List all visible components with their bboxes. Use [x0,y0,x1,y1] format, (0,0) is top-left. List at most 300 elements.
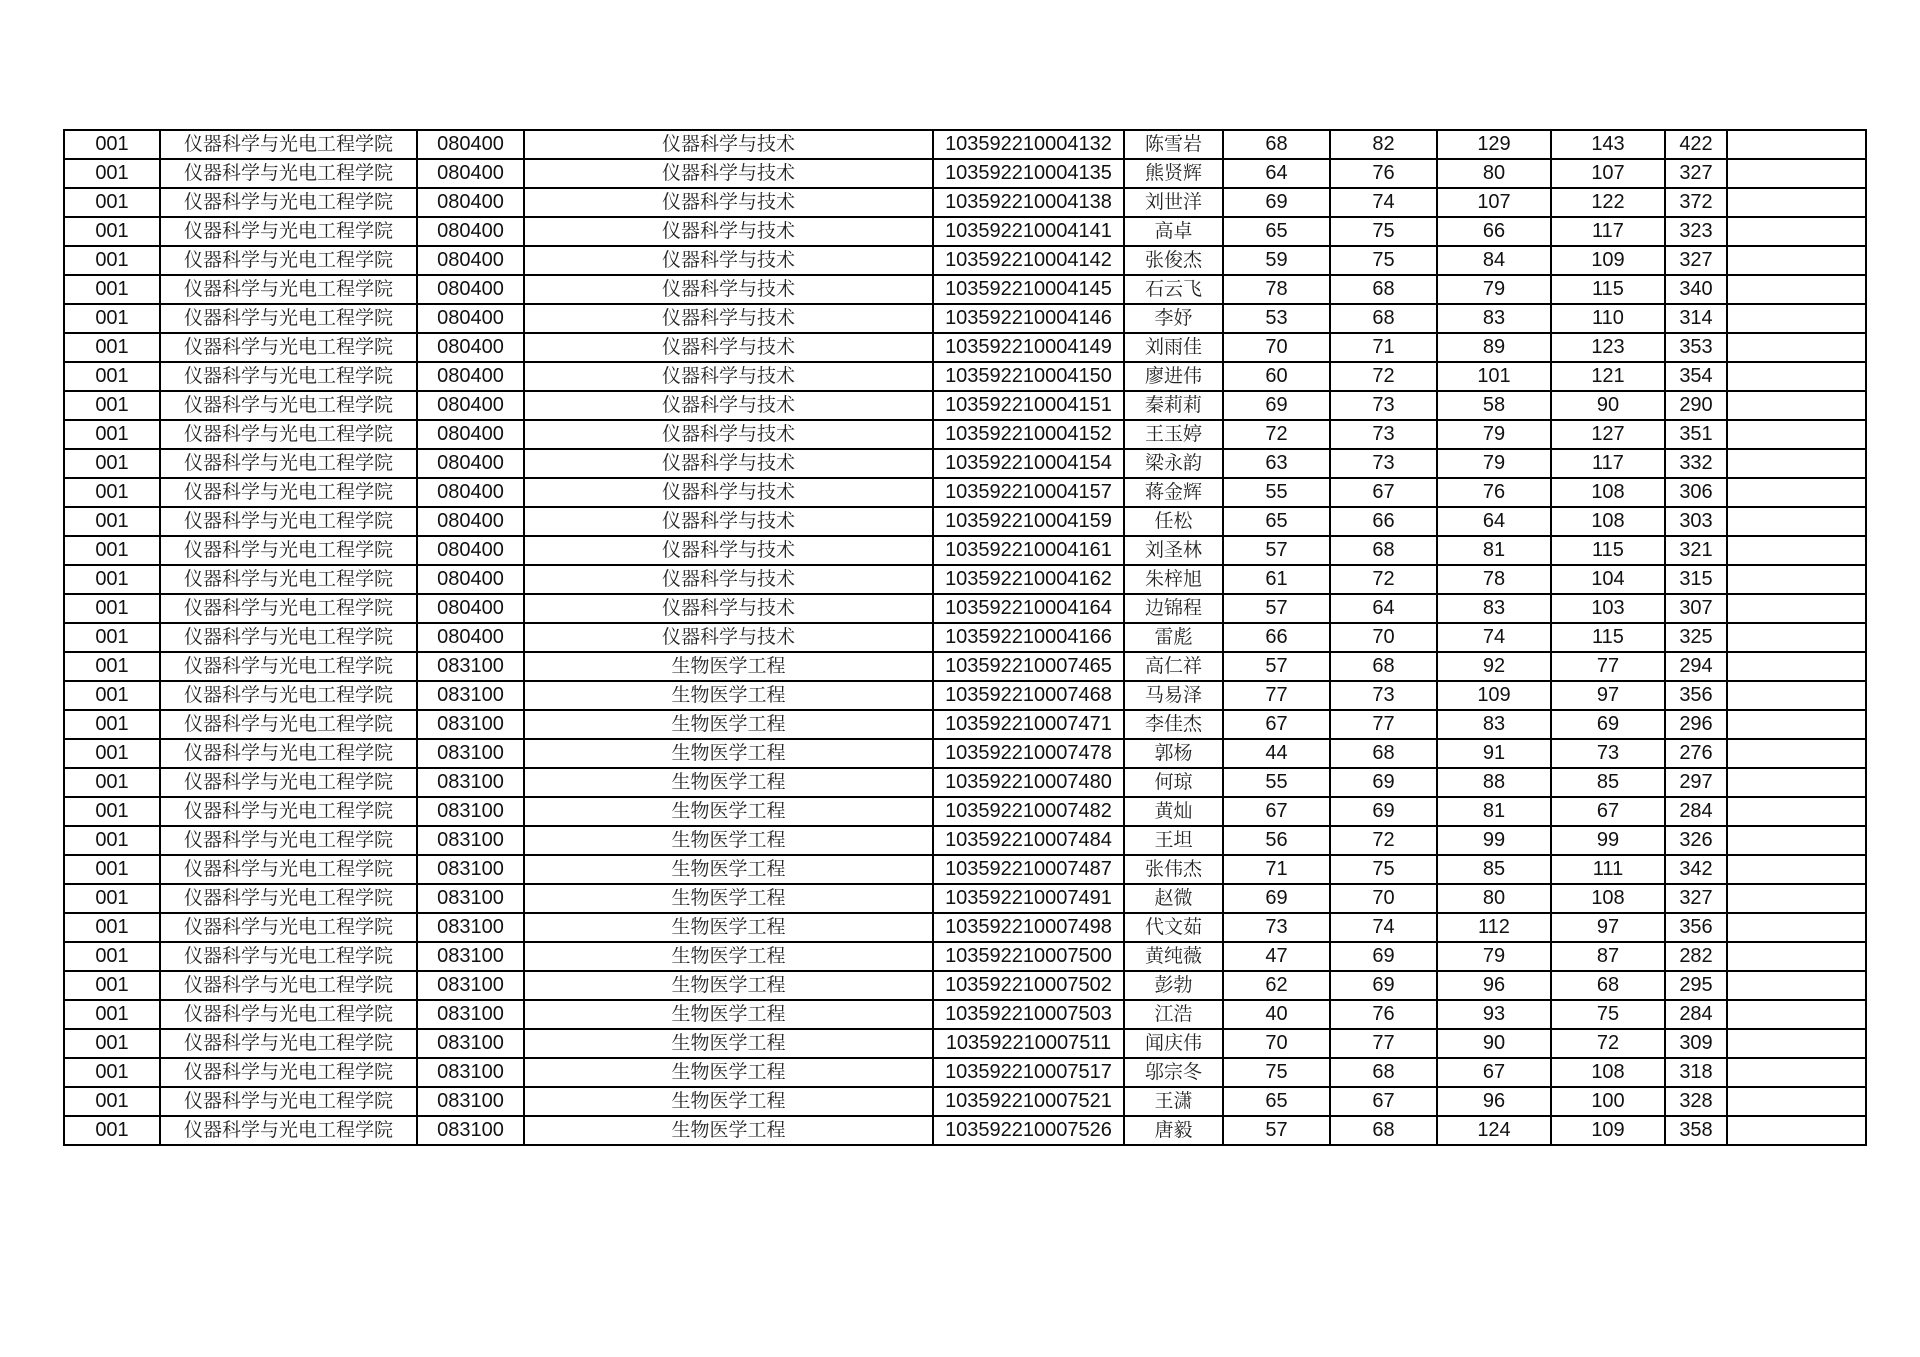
major-name-cell: 仪器科学与技术 [524,623,933,652]
unit-code-cell: 001 [64,768,160,797]
table-body [64,130,1866,1145]
name-cell: 代文茹 [1124,913,1223,942]
foreign-language-score-cell: 73 [1330,681,1437,710]
total-score-cell: 356 [1665,913,1727,942]
exam-id-cell: 103592210007465 [933,652,1124,681]
subject2-score-cell: 90 [1551,391,1665,420]
major-code-cell: 083100 [417,884,524,913]
table-row [64,855,1866,884]
subject2-score-cell: 85 [1551,768,1665,797]
name-cell: 王潇 [1124,1087,1223,1116]
table-row [64,681,1866,710]
major-code-cell: 083100 [417,710,524,739]
college-cell: 仪器科学与光电工程学院 [160,362,417,391]
remark-cell [1727,971,1866,1000]
exam-id-cell: 103592210007526 [933,1116,1124,1145]
subject2-score-cell: 108 [1551,478,1665,507]
remark-cell [1727,710,1866,739]
subject1-score-cell: 84 [1437,246,1551,275]
unit-code-cell: 001 [64,478,160,507]
name-cell: 廖进伟 [1124,362,1223,391]
unit-code-cell: 001 [64,594,160,623]
subject2-score-cell: 107 [1551,159,1665,188]
politics-score-cell: 44 [1223,739,1330,768]
politics-score-cell: 59 [1223,246,1330,275]
subject2-score-cell: 109 [1551,1116,1665,1145]
politics-score-cell: 69 [1223,391,1330,420]
major-code-cell: 083100 [417,797,524,826]
politics-score-cell: 71 [1223,855,1330,884]
name-cell: 石云飞 [1124,275,1223,304]
exam-id-cell: 103592210007511 [933,1029,1124,1058]
foreign-language-score-cell: 75 [1330,855,1437,884]
subject2-score-cell: 100 [1551,1087,1665,1116]
name-cell: 邬宗冬 [1124,1058,1223,1087]
politics-score-cell: 57 [1223,536,1330,565]
politics-score-cell: 70 [1223,333,1330,362]
major-name-cell: 仪器科学与技术 [524,478,933,507]
foreign-language-score-cell: 69 [1330,797,1437,826]
major-code-cell: 080400 [417,362,524,391]
politics-score-cell: 40 [1223,1000,1330,1029]
table-row [64,188,1866,217]
foreign-language-score-cell: 72 [1330,826,1437,855]
total-score-cell: 327 [1665,246,1727,275]
major-name-cell: 仪器科学与技术 [524,333,933,362]
total-score-cell: 353 [1665,333,1727,362]
foreign-language-score-cell: 66 [1330,507,1437,536]
subject1-score-cell: 129 [1437,130,1551,159]
subject1-score-cell: 112 [1437,913,1551,942]
total-score-cell: 284 [1665,797,1727,826]
unit-code-cell: 001 [64,710,160,739]
college-cell: 仪器科学与光电工程学院 [160,623,417,652]
major-code-cell: 080400 [417,130,524,159]
table-row [64,449,1866,478]
unit-code-cell: 001 [64,536,160,565]
foreign-language-score-cell: 68 [1330,739,1437,768]
major-code-cell: 083100 [417,1029,524,1058]
subject2-score-cell: 108 [1551,507,1665,536]
subject2-score-cell: 122 [1551,188,1665,217]
foreign-language-score-cell: 68 [1330,1116,1437,1145]
subject1-score-cell: 85 [1437,855,1551,884]
remark-cell [1727,333,1866,362]
foreign-language-score-cell: 72 [1330,362,1437,391]
politics-score-cell: 60 [1223,362,1330,391]
subject1-score-cell: 124 [1437,1116,1551,1145]
exam-id-cell: 103592210004141 [933,217,1124,246]
foreign-language-score-cell: 68 [1330,275,1437,304]
name-cell: 刘世洋 [1124,188,1223,217]
total-score-cell: 306 [1665,478,1727,507]
name-cell: 高卓 [1124,217,1223,246]
unit-code-cell: 001 [64,913,160,942]
remark-cell [1727,1058,1866,1087]
college-cell: 仪器科学与光电工程学院 [160,1000,417,1029]
name-cell: 何琼 [1124,768,1223,797]
major-name-cell: 生物医学工程 [524,1000,933,1029]
college-cell: 仪器科学与光电工程学院 [160,942,417,971]
total-score-cell: 284 [1665,1000,1727,1029]
subject1-score-cell: 107 [1437,188,1551,217]
politics-score-cell: 77 [1223,681,1330,710]
total-score-cell: 294 [1665,652,1727,681]
unit-code-cell: 001 [64,797,160,826]
major-code-cell: 080400 [417,449,524,478]
major-code-cell: 083100 [417,1000,524,1029]
remark-cell [1727,246,1866,275]
remark-cell [1727,217,1866,246]
college-cell: 仪器科学与光电工程学院 [160,246,417,275]
table-row [64,507,1866,536]
major-name-cell: 仪器科学与技术 [524,246,933,275]
name-cell: 张俊杰 [1124,246,1223,275]
foreign-language-score-cell: 68 [1330,1058,1437,1087]
table-row [64,304,1866,333]
total-score-cell: 342 [1665,855,1727,884]
subject1-score-cell: 79 [1437,942,1551,971]
unit-code-cell: 001 [64,565,160,594]
subject1-score-cell: 66 [1437,217,1551,246]
exam-id-cell: 103592210007500 [933,942,1124,971]
remark-cell [1727,188,1866,217]
exam-id-cell: 103592210007491 [933,884,1124,913]
exam-id-cell: 103592210004157 [933,478,1124,507]
subject1-score-cell: 74 [1437,623,1551,652]
foreign-language-score-cell: 73 [1330,391,1437,420]
foreign-language-score-cell: 77 [1330,710,1437,739]
major-name-cell: 生物医学工程 [524,971,933,1000]
major-name-cell: 仪器科学与技术 [524,362,933,391]
exam-id-cell: 103592210007471 [933,710,1124,739]
subject2-score-cell: 97 [1551,913,1665,942]
unit-code-cell: 001 [64,130,160,159]
college-cell: 仪器科学与光电工程学院 [160,420,417,449]
college-cell: 仪器科学与光电工程学院 [160,913,417,942]
exam-id-cell: 103592210007480 [933,768,1124,797]
politics-score-cell: 53 [1223,304,1330,333]
major-code-cell: 080400 [417,304,524,333]
total-score-cell: 340 [1665,275,1727,304]
foreign-language-score-cell: 68 [1330,304,1437,333]
college-cell: 仪器科学与光电工程学院 [160,884,417,913]
remark-cell [1727,362,1866,391]
table-row [64,884,1866,913]
subject1-score-cell: 93 [1437,1000,1551,1029]
major-code-cell: 080400 [417,594,524,623]
name-cell: 李佳杰 [1124,710,1223,739]
unit-code-cell: 001 [64,188,160,217]
subject2-score-cell: 99 [1551,826,1665,855]
subject2-score-cell: 117 [1551,217,1665,246]
subject1-score-cell: 90 [1437,1029,1551,1058]
major-code-cell: 083100 [417,942,524,971]
unit-code-cell: 001 [64,449,160,478]
college-cell: 仪器科学与光电工程学院 [160,1087,417,1116]
subject2-score-cell: 75 [1551,1000,1665,1029]
subject2-score-cell: 68 [1551,971,1665,1000]
foreign-language-score-cell: 71 [1330,333,1437,362]
name-cell: 任松 [1124,507,1223,536]
subject2-score-cell: 73 [1551,739,1665,768]
unit-code-cell: 001 [64,1116,160,1145]
remark-cell [1727,681,1866,710]
total-score-cell: 314 [1665,304,1727,333]
subject1-score-cell: 99 [1437,826,1551,855]
college-cell: 仪器科学与光电工程学院 [160,159,417,188]
subject2-score-cell: 87 [1551,942,1665,971]
major-code-cell: 083100 [417,913,524,942]
subject2-score-cell: 67 [1551,797,1665,826]
exam-id-cell: 103592210004142 [933,246,1124,275]
remark-cell [1727,420,1866,449]
college-cell: 仪器科学与光电工程学院 [160,855,417,884]
total-score-cell: 326 [1665,826,1727,855]
politics-score-cell: 65 [1223,217,1330,246]
total-score-cell: 282 [1665,942,1727,971]
major-code-cell: 080400 [417,159,524,188]
unit-code-cell: 001 [64,942,160,971]
remark-cell [1727,1029,1866,1058]
table-row [64,652,1866,681]
foreign-language-score-cell: 64 [1330,594,1437,623]
subject1-score-cell: 80 [1437,159,1551,188]
major-name-cell: 生物医学工程 [524,855,933,884]
name-cell: 王玉婷 [1124,420,1223,449]
table-row [64,913,1866,942]
subject1-score-cell: 58 [1437,391,1551,420]
subject2-score-cell: 108 [1551,884,1665,913]
major-name-cell: 生物医学工程 [524,797,933,826]
subject1-score-cell: 96 [1437,971,1551,1000]
total-score-cell: 358 [1665,1116,1727,1145]
politics-score-cell: 73 [1223,913,1330,942]
subject1-score-cell: 79 [1437,275,1551,304]
exam-id-cell: 103592210004162 [933,565,1124,594]
unit-code-cell: 001 [64,275,160,304]
major-name-cell: 仪器科学与技术 [524,420,933,449]
remark-cell [1727,768,1866,797]
major-name-cell: 仪器科学与技术 [524,449,933,478]
remark-cell [1727,884,1866,913]
name-cell: 张伟杰 [1124,855,1223,884]
major-name-cell: 生物医学工程 [524,913,933,942]
major-name-cell: 生物医学工程 [524,1058,933,1087]
major-code-cell: 080400 [417,536,524,565]
total-score-cell: 296 [1665,710,1727,739]
foreign-language-score-cell: 73 [1330,420,1437,449]
major-code-cell: 080400 [417,333,524,362]
subject1-score-cell: 79 [1437,420,1551,449]
major-code-cell: 080400 [417,217,524,246]
table-row [64,420,1866,449]
name-cell: 蒋金辉 [1124,478,1223,507]
table-row [64,739,1866,768]
unit-code-cell: 001 [64,884,160,913]
major-code-cell: 080400 [417,478,524,507]
unit-code-cell: 001 [64,681,160,710]
total-score-cell: 290 [1665,391,1727,420]
exam-id-cell: 103592210004164 [933,594,1124,623]
table-row [64,1116,1866,1145]
name-cell: 边锦程 [1124,594,1223,623]
foreign-language-score-cell: 77 [1330,1029,1437,1058]
subject2-score-cell: 121 [1551,362,1665,391]
subject1-score-cell: 91 [1437,739,1551,768]
table-row [64,1087,1866,1116]
politics-score-cell: 68 [1223,130,1330,159]
major-name-cell: 生物医学工程 [524,681,933,710]
college-cell: 仪器科学与光电工程学院 [160,739,417,768]
total-score-cell: 309 [1665,1029,1727,1058]
exam-id-cell: 103592210004150 [933,362,1124,391]
major-code-cell: 080400 [417,275,524,304]
name-cell: 雷彪 [1124,623,1223,652]
subject2-score-cell: 77 [1551,652,1665,681]
college-cell: 仪器科学与光电工程学院 [160,217,417,246]
major-code-cell: 080400 [417,246,524,275]
name-cell: 黄灿 [1124,797,1223,826]
foreign-language-score-cell: 75 [1330,246,1437,275]
total-score-cell: 276 [1665,739,1727,768]
subject2-score-cell: 123 [1551,333,1665,362]
major-name-cell: 仪器科学与技术 [524,536,933,565]
subject1-score-cell: 83 [1437,710,1551,739]
table-row [64,130,1866,159]
foreign-language-score-cell: 69 [1330,768,1437,797]
subject2-score-cell: 110 [1551,304,1665,333]
total-score-cell: 303 [1665,507,1727,536]
total-score-cell: 328 [1665,1087,1727,1116]
subject1-score-cell: 88 [1437,768,1551,797]
subject1-score-cell: 80 [1437,884,1551,913]
table-row [64,275,1866,304]
table-row [64,333,1866,362]
politics-score-cell: 57 [1223,652,1330,681]
total-score-cell: 307 [1665,594,1727,623]
remark-cell [1727,913,1866,942]
subject2-score-cell: 103 [1551,594,1665,623]
politics-score-cell: 65 [1223,507,1330,536]
major-code-cell: 083100 [417,1116,524,1145]
remark-cell [1727,507,1866,536]
table-row [64,217,1866,246]
exam-id-cell: 103592210004132 [933,130,1124,159]
unit-code-cell: 001 [64,159,160,188]
subject2-score-cell: 104 [1551,565,1665,594]
foreign-language-score-cell: 69 [1330,971,1437,1000]
subject2-score-cell: 72 [1551,1029,1665,1058]
foreign-language-score-cell: 70 [1330,623,1437,652]
name-cell: 熊贤辉 [1124,159,1223,188]
foreign-language-score-cell: 72 [1330,565,1437,594]
college-cell: 仪器科学与光电工程学院 [160,971,417,1000]
major-code-cell: 083100 [417,826,524,855]
total-score-cell: 295 [1665,971,1727,1000]
major-code-cell: 083100 [417,971,524,1000]
name-cell: 刘雨佳 [1124,333,1223,362]
major-name-cell: 仪器科学与技术 [524,217,933,246]
subject1-score-cell: 83 [1437,304,1551,333]
subject2-score-cell: 109 [1551,246,1665,275]
remark-cell [1727,565,1866,594]
college-cell: 仪器科学与光电工程学院 [160,478,417,507]
score-table [63,129,1867,1146]
politics-score-cell: 78 [1223,275,1330,304]
exam-id-cell: 103592210007498 [933,913,1124,942]
college-cell: 仪器科学与光电工程学院 [160,710,417,739]
foreign-language-score-cell: 69 [1330,942,1437,971]
total-score-cell: 351 [1665,420,1727,449]
college-cell: 仪器科学与光电工程学院 [160,1058,417,1087]
total-score-cell: 297 [1665,768,1727,797]
unit-code-cell: 001 [64,420,160,449]
college-cell: 仪器科学与光电工程学院 [160,391,417,420]
table-row [64,971,1866,1000]
exam-id-cell: 103592210004146 [933,304,1124,333]
politics-score-cell: 64 [1223,159,1330,188]
major-name-cell: 生物医学工程 [524,1029,933,1058]
major-name-cell: 生物医学工程 [524,942,933,971]
politics-score-cell: 66 [1223,623,1330,652]
subject1-score-cell: 101 [1437,362,1551,391]
exam-id-cell: 103592210007521 [933,1087,1124,1116]
remark-cell [1727,304,1866,333]
college-cell: 仪器科学与光电工程学院 [160,797,417,826]
subject2-score-cell: 127 [1551,420,1665,449]
college-cell: 仪器科学与光电工程学院 [160,768,417,797]
remark-cell [1727,797,1866,826]
remark-cell [1727,594,1866,623]
politics-score-cell: 67 [1223,797,1330,826]
subject2-score-cell: 115 [1551,275,1665,304]
remark-cell [1727,623,1866,652]
exam-id-cell: 103592210007487 [933,855,1124,884]
major-code-cell: 083100 [417,739,524,768]
major-name-cell: 生物医学工程 [524,652,933,681]
exam-id-cell: 103592210004161 [933,536,1124,565]
college-cell: 仪器科学与光电工程学院 [160,652,417,681]
subject1-score-cell: 89 [1437,333,1551,362]
exam-id-cell: 103592210004149 [933,333,1124,362]
subject1-score-cell: 64 [1437,507,1551,536]
remark-cell [1727,536,1866,565]
politics-score-cell: 75 [1223,1058,1330,1087]
exam-id-cell: 103592210007484 [933,826,1124,855]
subject2-score-cell: 143 [1551,130,1665,159]
major-name-cell: 仪器科学与技术 [524,130,933,159]
total-score-cell: 372 [1665,188,1727,217]
exam-id-cell: 103592210007503 [933,1000,1124,1029]
exam-id-cell: 103592210004152 [933,420,1124,449]
politics-score-cell: 62 [1223,971,1330,1000]
college-cell: 仪器科学与光电工程学院 [160,304,417,333]
politics-score-cell: 69 [1223,884,1330,913]
table-row [64,623,1866,652]
subject2-score-cell: 97 [1551,681,1665,710]
politics-score-cell: 55 [1223,478,1330,507]
subject1-score-cell: 96 [1437,1087,1551,1116]
exam-id-cell: 103592210007502 [933,971,1124,1000]
subject1-score-cell: 92 [1437,652,1551,681]
major-code-cell: 080400 [417,391,524,420]
table-row [64,536,1866,565]
table-row [64,565,1866,594]
remark-cell [1727,739,1866,768]
college-cell: 仪器科学与光电工程学院 [160,536,417,565]
table-row [64,391,1866,420]
